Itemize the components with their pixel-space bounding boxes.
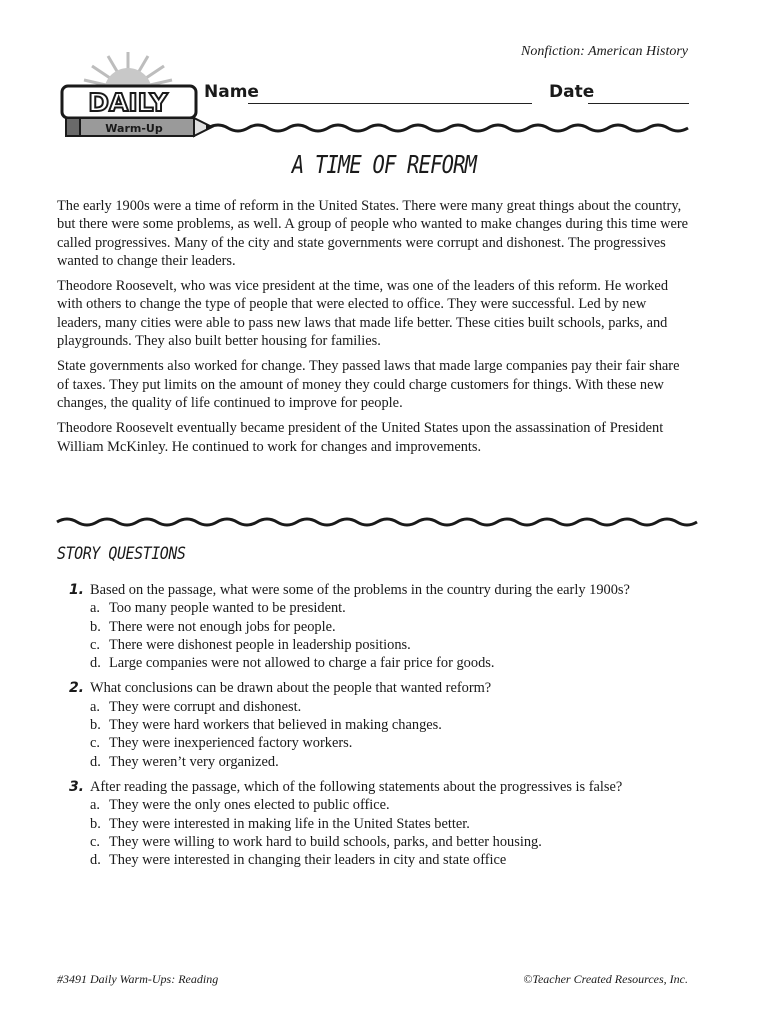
logo-subtitle: Warm-Up [105,122,163,135]
answer-choice[interactable] [57,716,697,734]
choice-letter: c. [90,735,100,752]
choice-letter: d. [90,655,101,672]
header-wave-divider [0,116,768,140]
choice-text: They were inexperienced factory workers. [109,735,353,752]
choice-text: They were the only ones elected to public office. [109,797,390,814]
answer-choice[interactable] [57,599,697,617]
choice-text: They were interested in changing their leaders in city and state office [109,852,507,869]
question-1 [57,581,697,672]
choice-text: Large companies were not allowed to charge a fair price for goods. [109,655,495,672]
choice-letter: b. [90,815,101,832]
answer-choice[interactable] [57,833,697,851]
question-2 [57,679,697,770]
question-number: 2. [68,680,84,697]
answer-choice[interactable] [57,636,697,654]
choice-text: There were dishonest people in leadership positions. [109,636,411,653]
choice-text: There were not enough jobs for people. [109,618,336,635]
answer-choice[interactable] [57,654,697,672]
answer-choice[interactable] [57,796,697,814]
question-number: 1. [68,582,84,598]
choice-text: They were willing to work hard to build schools, parks, and better housing. [109,833,542,850]
question-list [57,581,697,876]
question-text: Based on the passage, what were some of the problems in the country during the early 1900s? [90,582,630,598]
logo-title: DAILY [88,88,168,117]
choice-letter: a. [90,797,100,814]
choice-letter: c. [90,636,100,653]
choice-text: They were corrupt and dishonest. [109,698,302,715]
answer-choice[interactable] [57,851,697,869]
questions-heading: STORY QUESTIONS [57,544,186,564]
choice-letter: a. [90,698,100,715]
choice-letter: c. [90,833,100,850]
question-3 [57,778,697,869]
choice-text: They were interested in making life in the United States better. [109,815,470,832]
choice-text: They weren’t very organized. [109,753,279,770]
category-label: Nonfiction: American History [521,44,688,59]
reading-passage [57,197,693,463]
choice-letter: b. [90,717,101,734]
answer-choice[interactable] [57,753,697,771]
name-label: Name [204,82,259,102]
passage-paragraph: The early 1900s were a time of reform in the United States. There were many great things about the country, but there were some problems, as well. A group of people who wanted to make changes during this time were called progressives. Many of the city and state governments were corrupt and dishonest. The progressives wanted to change their leaders. [57,198,689,269]
answer-choice[interactable] [57,734,697,752]
choice-text: Too many people wanted to be president. [109,600,346,617]
choice-letter: b. [90,618,101,635]
answer-choice[interactable] [57,698,697,716]
choice-letter: d. [90,852,101,869]
date-field[interactable] [588,103,689,104]
page-title: A TIME OF REFORM [291,150,477,179]
footer-left: #3491 Daily Warm-Ups: Reading [57,972,219,986]
footer-right: ©Teacher Created Resources, Inc. [523,972,688,986]
question-text: What conclusions can be drawn about the people that wanted reform? [90,680,492,697]
name-field[interactable] [248,103,532,104]
choice-text: They were hard workers that believed in making changes. [109,717,442,734]
passage-paragraph: Theodore Roosevelt, who was vice president at the time, was one of the leaders of this reform. He worked with others to change the type of people that were elected to office. They were successful. Led by new leaders, many cities were able to pass new laws that made life better. These cities built schools, parks, and playgrounds. They also built better housing for families. [57,278,669,350]
date-label: Date [549,82,595,102]
question-number: 3. [68,778,84,795]
choice-letter: d. [90,753,101,770]
passage-paragraph: Theodore Roosevelt eventually became president of the United States upon the assassination of President William McKinley. He continued to work for changes and improvements. [57,420,664,455]
answer-choice[interactable] [57,815,697,833]
answer-choice[interactable] [57,618,697,636]
choice-letter: a. [90,600,100,617]
question-text: After reading the passage, which of the following statements about the progressives is false? [90,778,623,795]
section-wave-divider [0,510,768,534]
passage-paragraph: State governments also worked for change. They passed laws that made large companies pay their fair share of taxes. They put limits on the amount of money they could charge customers for things. With these new changes, the quality of life continued to improve for people. [57,358,680,411]
